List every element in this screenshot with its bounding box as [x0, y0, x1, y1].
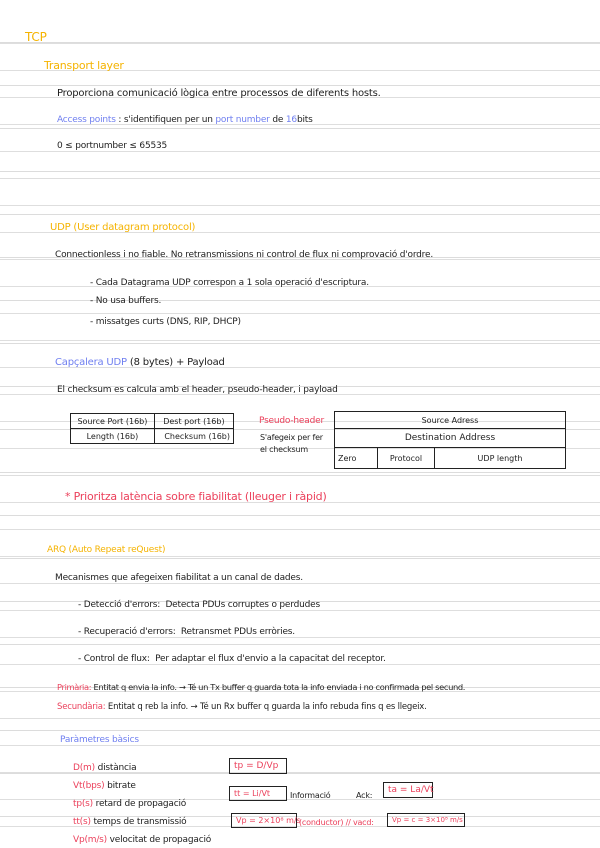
pseudo-header-table: [334, 411, 566, 469]
secondary-label: Secundària:: [57, 702, 106, 712]
primary-text: Entitat q envia la info. → Té un Tx buffer q guarda tota la info enviada i no confirmada pel secund.: [93, 682, 466, 692]
bits-count: 16: [285, 115, 297, 125]
bits-unit: bits: [296, 115, 313, 125]
formula-vp-vacuum: Vp = c = 3×10⁸ m/s: [387, 813, 465, 827]
param-text: velocitat de propagació: [109, 835, 212, 845]
transport-desc: Proporciona comunicació lògica entre processos de diferents hosts.: [57, 88, 381, 99]
arq-item-label: - Detecció d'errors:: [78, 600, 161, 610]
access-points-line: [57, 115, 313, 125]
params-heading: Paràmetres bàsics: [60, 735, 139, 745]
udp-header-rest: (8 bytes) + Payload: [129, 357, 225, 368]
param-text: retard de propagació: [95, 799, 187, 809]
udp-bullet: - No usa buffers.: [90, 296, 162, 306]
access-text: : s'identifiquen per un: [118, 115, 213, 125]
access-de: de: [272, 115, 284, 125]
param-symbol: tt(s): [73, 817, 91, 827]
pseudo-note: S'afegeix per fer: [260, 433, 323, 442]
param-item: [73, 781, 136, 791]
checksum-note: El checksum es calcula amb el header, pseudo-header, i payload: [57, 385, 338, 395]
param-item: [73, 817, 186, 827]
formula-tt-note: Informació: [290, 791, 331, 800]
param-symbol: Vt(bps): [73, 781, 105, 791]
primary-line: [57, 682, 465, 692]
arq-item: [78, 600, 320, 610]
cell-dest-port: Dest port (16b): [154, 414, 233, 429]
param-text: temps de transmissió: [93, 817, 187, 827]
formula-ta: ta = La/Vt: [383, 782, 433, 798]
param-symbol: D(m): [73, 763, 95, 773]
param-symbol: Vp(m/s): [73, 835, 107, 845]
arq-item: [78, 654, 386, 664]
cell-source-port: Source Port (16b): [71, 414, 155, 429]
param-item: [73, 799, 186, 809]
port-range: 0 ≤ portnumber ≤ 65535: [57, 141, 168, 151]
formula-vp-note: (conductor) // vacd:: [299, 818, 374, 827]
port-number-label: port number: [215, 115, 270, 125]
arq-item-text: Retransmet PDUs erròries.: [180, 627, 295, 637]
arq-item-text: Per adaptar el flux d'envio a la capacitat del receptor.: [155, 654, 386, 664]
page-title: TCP: [25, 30, 47, 44]
udp-bullet: - missatges curts (DNS, RIP, DHCP): [90, 317, 241, 327]
arq-heading: ARQ (Auto Repeat reQuest): [47, 545, 166, 555]
cell-udp-length: UDP length: [435, 448, 566, 469]
pseudo-header-label: Pseudo-header: [259, 416, 324, 426]
cell-protocol: Protocol: [378, 448, 435, 469]
cell-checksum: Checksum (16b): [154, 429, 233, 444]
cell-zero: Zero: [335, 448, 378, 469]
udp-header-label: Capçalera UDP: [55, 357, 127, 368]
param-text: bitrate: [107, 781, 136, 791]
cell-source-address: Source Adress: [335, 412, 566, 429]
priority-note: * Prioritza latència sobre fiabilitat (lleuger i ràpid): [65, 490, 327, 503]
param-item: [73, 763, 136, 773]
arq-item: [78, 627, 295, 637]
primary-label: Primària:: [57, 682, 92, 692]
formula-tp: tp = D/Vp: [229, 758, 287, 774]
secondary-line: [57, 702, 427, 712]
pseudo-note: el checksum: [260, 445, 308, 454]
param-symbol: tp(s): [73, 799, 93, 809]
udp-header-line: [55, 357, 225, 368]
access-points-label: Access points: [57, 115, 116, 125]
formula-vp: Vp = 2×10⁸ m/s: [231, 813, 297, 828]
udp-heading: UDP (User datagram protocol): [50, 222, 196, 233]
arq-desc: Mecanismes que afegeixen fiabilitat a un canal de dades.: [55, 573, 303, 583]
cell-length: Length (16b): [71, 429, 155, 444]
arq-item-text: Detecta PDUs corruptes o perdudes: [165, 600, 320, 610]
udp-bullet: - Cada Datagrama UDP correspon a 1 sola operació d'escriptura.: [90, 278, 369, 288]
secondary-text: Entitat q reb la info. → Té un Rx buffer q guarda la info rebuda fins q es llegeix.: [107, 702, 427, 712]
udp-desc: Connectionless i no fiable. No retransmissions ni control de flux ni comprovació d'ordre.: [55, 250, 433, 260]
param-text: distància: [97, 763, 137, 773]
udp-header-table: [70, 413, 234, 444]
arq-item-label: - Control de flux:: [78, 654, 150, 664]
transport-heading: Transport layer: [44, 59, 124, 72]
param-item: [73, 835, 211, 845]
arq-item-label: - Recuperació d'errors:: [78, 627, 176, 637]
formula-tt: tt = Li/Vt: [229, 786, 287, 801]
cell-destination-address: Destination Address: [335, 429, 566, 448]
ack-label: Ack:: [356, 791, 373, 800]
